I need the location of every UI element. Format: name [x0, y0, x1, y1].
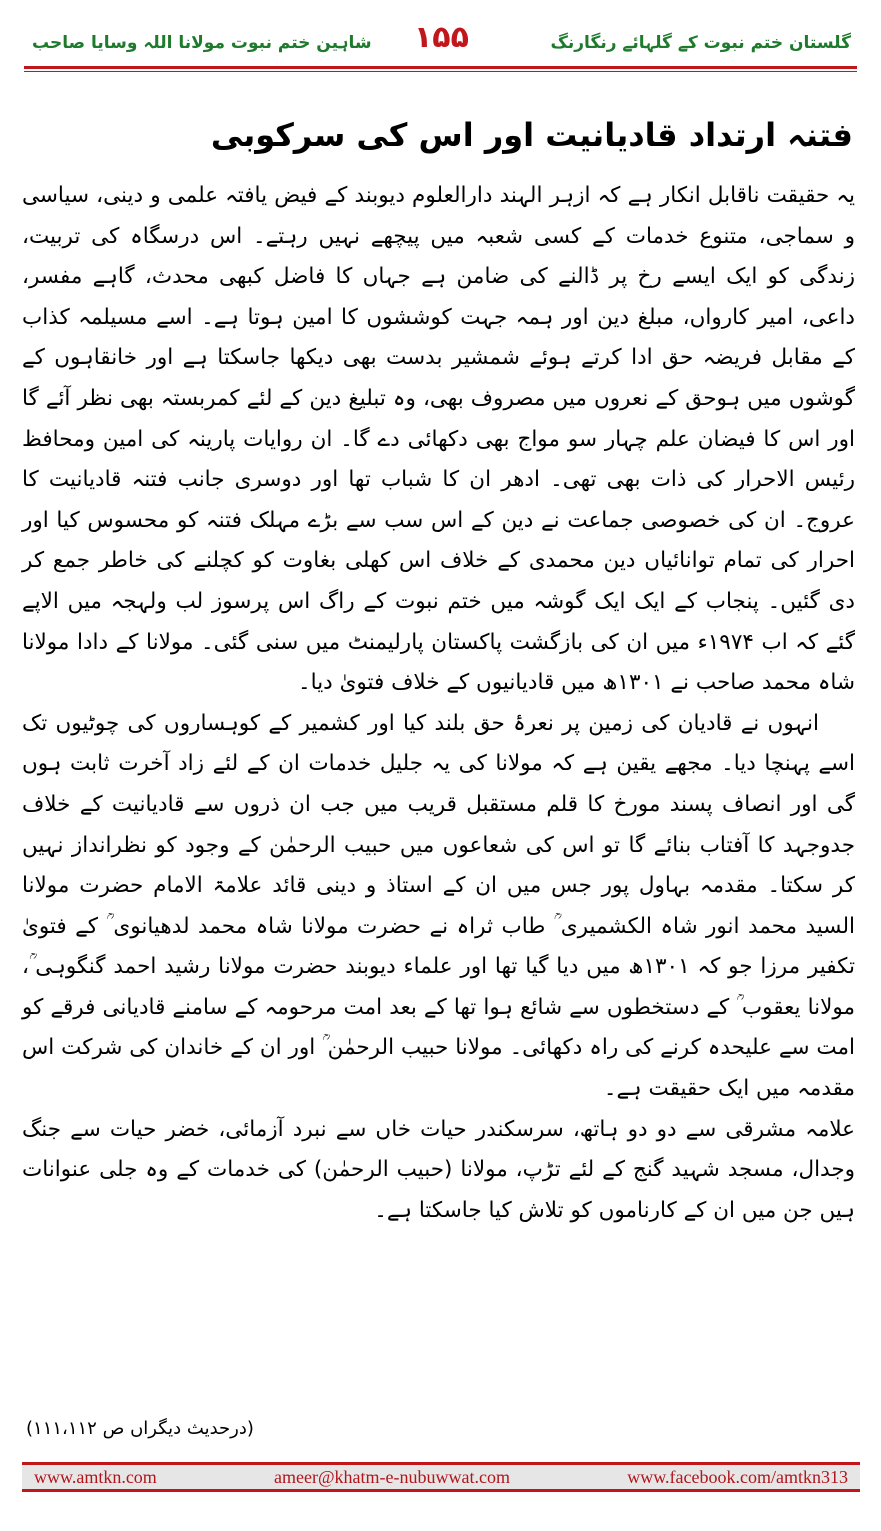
header-book-title: گلستان ختم نبوت کے گلہائے رنگارنگ — [550, 33, 851, 53]
footer-links — [22, 1467, 860, 1488]
page-header — [24, 14, 857, 70]
page-footer — [22, 1462, 860, 1492]
header-author: شاہین ختم نبوت مولانا اللہ وسایا صاحب — [32, 33, 372, 53]
footer-website-link[interactable]: www.amtkn.com — [34, 1467, 157, 1487]
page-number: ۱۵۵ — [414, 20, 469, 55]
footer-email-link[interactable]: ameer@khatm-e-nubuwwat.com — [274, 1467, 511, 1487]
header-divider-thin — [24, 71, 857, 72]
paragraph-3: علامہ مشرقی سے دو دو ہاتھ، سرسکندر حیات خاں سے نبرد آزمائی، خضر حیات سے جنگ وجدال، مسجد شہید گنج کے لئے تڑپ، مولانا (حبیب الرحمٰن) کی خدمات کے وہ جلی عنوانات ہیں جن میں ان کے کارناموں کو تلاش کیا جاسکتا ہے۔ — [22, 1116, 855, 1223]
article-title: فتنہ ارتداد قادیانیت اور اس کی سرکوبی — [210, 116, 853, 154]
footer-facebook-link[interactable]: www.facebook.com/amtkn313 — [627, 1467, 848, 1487]
paragraph-1: یہ حقیقت ناقابل انکار ہے کہ ازہر الہند دارالعلوم دیوبند کے فیض یافتہ علمی و دینی، سیاسی و سماجی، متنوع خدمات کے کسی شعبہ میں پیچھے نہیں رہتے۔ اس درسگاہ کی تربیت، زندگی کو ایک ایسے رخ پر ڈالنے کی ضامن ہے جہاں کا فاضل کبھی محدث، گاہے مفسر، داعی، امیر کارواں، مبلغ دین اور ہمہ جہت کوششوں کا امین ہوتا ہے۔ اسے مسیلمہ کذاب کے مقابل فریضہ حق ادا کرتے ہوئے شمشیر بدست بھی دیکھا جاسکتا ہے اور خانقاہوں کے گوشوں میں ہوحق کے نعروں میں مصروف بھی، وہ تبلیغ دین کے لئے کمربستہ بھی نظر آئے گا اور اس کا فیضان علم چہار سو مواج بھی دکھائی دے گا۔ ان روایات پارینہ کی امین ومحافظ رئیس الاحرار کی ذات بھی تھی۔ ادھر ان کا شباب تھا اور دوسری جانب فتنہ قادیانیت کا عروج۔ ان کی خصوصی جماعت نے دین کے اس سب سے بڑے مہلک فتنہ کو محسوس کیا اور احرار کی تمام توانائیاں دین محمدی کے خلاف اس کھلی بغاوت کو کچلنے کی خاطر جمع کر دی گئیں۔ پنجاب کے ایک ایک گوشہ میں ختم نبوت کے راگ اس پرسوز لب ولہجہ میں الاپے گئے کہ اب ۱۹۷۴ء میں ان کی بازگشت پاکستان پارلیمنٹ میں سنی گئی۔ مولانا کے دادا مولانا شاہ محمد صاحب نے ۱۳۰۱ھ میں قادیانیوں کے خلاف فتویٰ دیا۔ — [22, 183, 855, 696]
citation: (درحدیث دیگراں ص ۱۱۱،۱۱۲) — [26, 1418, 254, 1439]
header-divider — [24, 66, 857, 69]
paragraph-2: انہوں نے قادیان کی زمین پر نعرۂ حق بلند کیا اور کشمیر کے کوہساروں کی چوٹیوں تک اسے پہنچا دیا۔ مجھے یقین ہے کہ مولانا کی یہ جلیل خدمات ان کے لئے زاد آخرت ثابت ہوں گی اور انصاف پسند مورخ کا قلم مستقبل قریب میں جب ان ذروں سے قادیانیت کے خلاف جدوجہد کا آفتاب بنائے گا تو اس کی شعاعوں میں حبیب الرحمٰن کے وجود کو نظرانداز نہیں کر سکتا۔ مقدمہ بہاول پور جس میں ان کے استاذ و دینی قائد علامۃ الامام حضرت مولانا السید محمد انور شاہ الکشمیری ؒ طاب ثراہ نے حضرت مولانا شاہ محمد لدھیانوی ؒ کے فتویٰ تکفیر مرزا جو کہ ۱۳۰۱ھ میں دیا گیا تھا اور علماء دیوبند حضرت مولانا رشید احمد گنگوہی ؒ، مولانا یعقوب ؒ کے دستخطوں سے شائع ہوا تھا کے بعد امت مرحومہ کے سامنے قادیانی فرقے کو امت سے علیحدہ کرنے کی راہ دکھائی۔ مولانا حبیب الرحمٰن ؒ اور ان کے خاندان کی شرکت اس مقدمہ میں ایک حقیقت ہے۔ — [22, 710, 856, 1102]
article-body — [22, 176, 855, 1231]
